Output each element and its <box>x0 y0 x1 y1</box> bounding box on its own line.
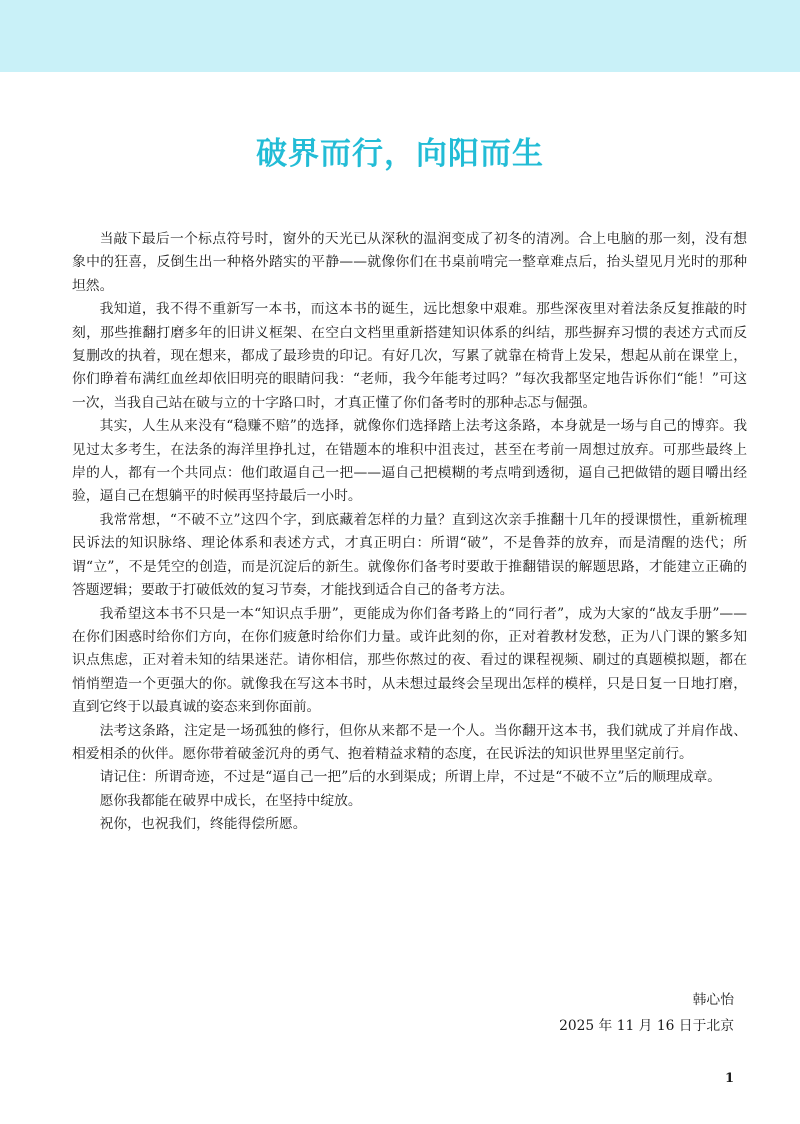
paragraph: 祝你，也祝我们，终能得偿所愿。 <box>99 816 307 833</box>
page-number: 1 <box>724 1071 734 1086</box>
header-color-band <box>0 0 800 72</box>
signature-block <box>559 987 734 1039</box>
paragraph: 我常常想，“不破不立”这四个字，到底藏着怎样的力量？直到这次亲手推翻十几年的授课惯性，重新梳理民诉法的知识脉络、理论体系和表述方式，才真正明白：所谓“破”，不是鲁莽的放弃，而是清醒的迭代；所谓“立”，不是凭空的创造，而是沉淀后的新生。就像你们备考时要敢于推翻错误的解题思路，才能建立正确的答题逻辑；要敢于打破低效的复习节奏，才能找到适合自己的备考方法。 <box>72 511 747 599</box>
paragraph: 我希望这本书不只是一本“知识点手册”，更能成为你们备考路上的“同行者”，成为大家的“战友手册”——在你们困惑时给你们方向，在你们疲惫时给你们力量。或许此刻的你，正对着教材发愁，正为八门课的繁多知识点焦虑，正对着未知的结果迷茫。请你相信，那些你熬过的夜、看过的课程视频、刷过的真题模拟题，都在悄悄塑造一个更强大的你。就像我在写这本书时，从未想过最终会呈现出怎样的模样，只是日复一日地打磨，直到它终于以最真诚的姿态来到你面前。 <box>72 605 747 716</box>
signature-date-place: 2025 年 11 月 16 日于北京 <box>559 1018 734 1034</box>
author-name: 韩心怡 <box>692 992 734 1008</box>
paragraph: 法考这条路，注定是一场孤独的修行，但你从来都不是一个人。当你翻开这本书，我们就成了并肩作战、相爱相杀的伙伴。愿你带着破釜沉舟的勇气、抱着精益求精的态度，在民诉法的知识世界里坚定前行。 <box>72 722 747 762</box>
preface-body <box>72 228 747 837</box>
paragraph: 其实，人生从来没有“稳赚不赔”的选择，就像你们选择踏上法考这条路，本身就是一场与自己的博弈。我见过太多考生，在法条的海洋里挣扎过，在错题本的堆积中沮丧过，甚至在考前一周想过放弃。可那些最终上岸的人，都有一个共同点：他们敢逼自己一把——逼自己把模糊的考点啃到透彻，逼自己把做错的题目嚼出经验，逼自己在想躺平的时候再坚持最后一小时。 <box>72 418 747 505</box>
page-title: 破界而行，向阳而生 <box>256 136 544 172</box>
paragraph: 愿你我都能在破界中成长，在坚持中绽放。 <box>99 792 362 809</box>
paragraph: 请记住：所谓奇迹，不过是“逼自己一把”后的水到渠成；所谓上岸，不过是“不破不立”后的顺理成章。 <box>99 769 722 786</box>
paragraph: 我知道，我不得不重新写一本书，而这本书的诞生，远比想象中艰难。那些深夜里对着法条反复推敲的时刻，那些推翻打磨多年的旧讲义框架、在空白文档里重新搭建知识体系的纠结，那些摒弃习惯的表述方式而反复删改的执着，现在想来，都成了最珍贵的印记。有好几次，写累了就靠在椅背上发呆，想起从前在课堂上，你们睁着布满红血丝却依旧明亮的眼睛问我：“老师，我今年能考过吗？”每次我都坚定地告诉你们“能！”可这一次，当我自己站在破与立的十字路口时，才真正懂了你们备考时的那种忐忑与倔强。 <box>72 301 747 411</box>
paragraph: 当敲下最后一个标点符号时，窗外的天光已从深秋的温润变成了初冬的清冽。合上电脑的那一刻，没有想象中的狂喜，反倒生出一种格外踏实的平静——就像你们在书桌前啃完一整章难点后，抬头望见月光时的那种坦然。 <box>72 231 747 294</box>
